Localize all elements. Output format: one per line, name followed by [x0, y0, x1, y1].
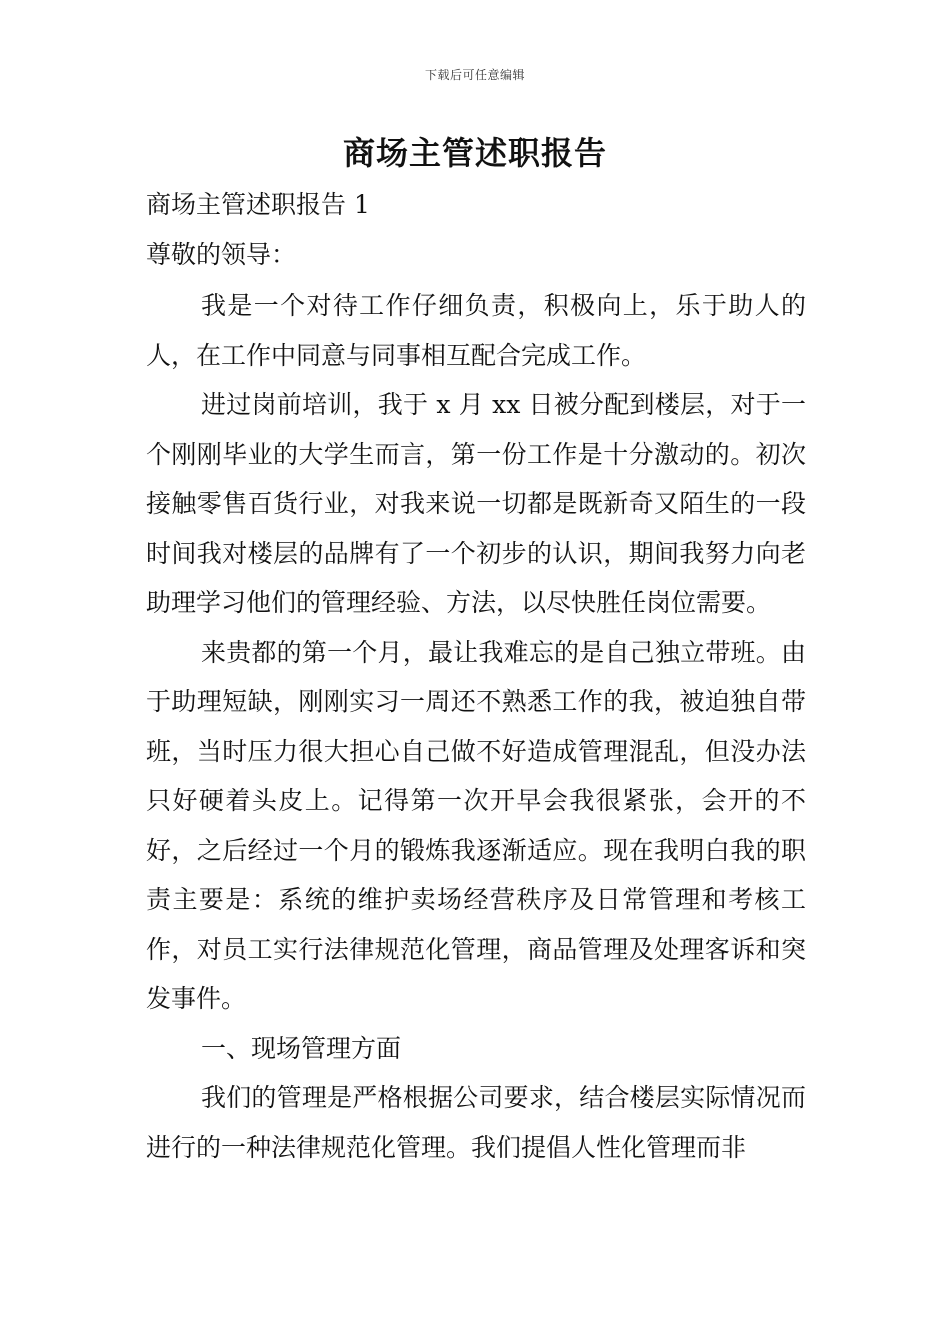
- paragraph: 进过岗前培训，我于 x 月 xx 日被分配到楼层，对于一个刚刚毕业的大学生而言，第一份工作是十分激动的。初次接触零售百货行业，对我来说一切都是既新奇又陌生的一段时间我对楼层的品牌有了一个初步的认识，期间我努力向老助理学习他们的管理经验、方法，以尽快胜任岗位需要。: [146, 390, 806, 617]
- document-title: 商场主管述职报告: [342, 134, 607, 172]
- salutation: 尊敬的领导：: [146, 239, 297, 269]
- document-body: [146, 180, 806, 1172]
- section-heading: 一、现场管理方面: [201, 1033, 402, 1063]
- paragraph: 我是一个对待工作仔细负责，积极向上，乐于助人的人，在工作中同意与同事相互配合完成工作。: [146, 291, 806, 370]
- paragraph: 来贵都的第一个月，最让我难忘的是自己独立带班。由于助理短缺，刚刚实习一周还不熟悉工作的我，被迫独自带班，当时压力很大担心自己做不好造成管理混乱，但没办法只好硬着头皮上。记得第一次开早会我很紧张，会开的不好，之后经过一个月的锻炼我逐渐适应。现在我明白我的职责主要是：系统的维护卖场经营秩序及日常管理和考核工作，对员工实行法律规范化管理，商品管理及处理客诉和突发事件。: [146, 637, 806, 1013]
- document-subtitle: 商场主管述职报告 1: [146, 190, 370, 219]
- header-note: 下载后可任意编辑: [424, 68, 525, 82]
- paragraph: 我们的管理是严格根据公司要求，结合楼层实际情况而进行的一种法律规范化管理。我们提倡人性化管理而非: [146, 1083, 806, 1162]
